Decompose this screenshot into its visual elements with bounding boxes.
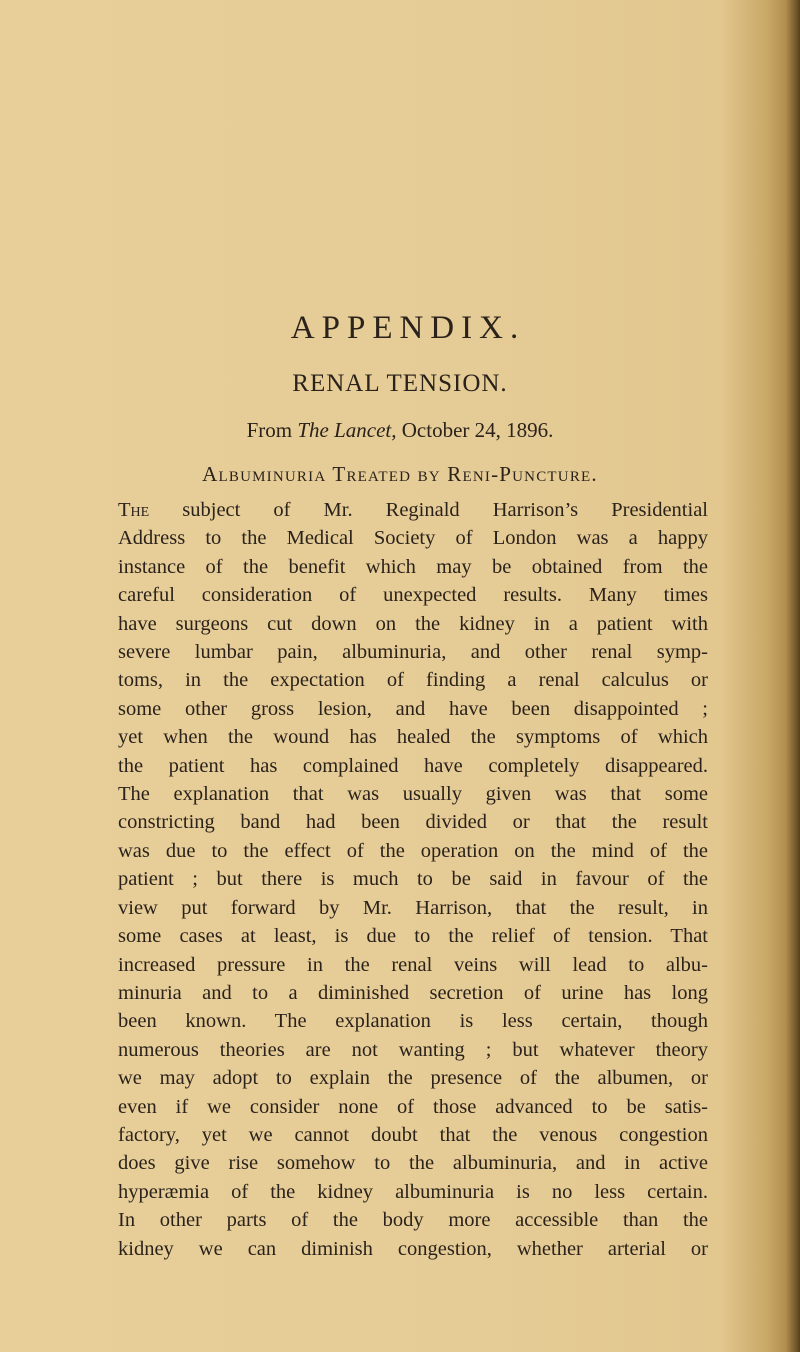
- paragraph-line: have surgeons cut down on the kidney in a patient with: [118, 612, 708, 635]
- paragraph-line: yet when the wound has healed the symptoms of which: [118, 726, 708, 749]
- paragraph-line: some cases at least, is due to the relief of tension. That: [118, 925, 708, 948]
- page-edge-shadow: [786, 0, 800, 1352]
- paragraph-line: minuria and to a diminished secretion of urine has long: [118, 981, 708, 1004]
- article-paragraph: [118, 496, 708, 1263]
- paragraph-line: In other parts of the body more accessible than the: [118, 1209, 708, 1232]
- paragraph-line: even if we consider none of those advanced to be satis-: [118, 1095, 708, 1118]
- source-date: October 24, 1896.: [401, 418, 554, 442]
- paragraph-line: kidney we can diminish congestion, whether arterial or: [118, 1237, 708, 1260]
- paragraph-line: we may adopt to explain the presence of the albumen, or: [118, 1067, 708, 1090]
- paragraph-line: view put forward by Mr. Harrison, that the result, in: [118, 896, 708, 919]
- section-title: RENAL TENSION.: [292, 370, 508, 397]
- paragraph-line: constricting band had been divided or that the result: [118, 811, 708, 834]
- paragraph-line: increased pressure in the renal veins will lead to albu-: [118, 953, 708, 976]
- paragraph-line: Address to the Medical Society of London was a happy: [118, 527, 708, 550]
- paragraph-line: instance of the benefit which may be obtained from the: [118, 555, 708, 578]
- paragraph-line: patient ; but there is much to be said in favour of the: [118, 868, 708, 891]
- paragraph-line: been known. The explanation is less certain, though: [118, 1010, 708, 1033]
- paragraph-line: was due to the effect of the operation on the mind of the: [118, 839, 708, 862]
- paragraph-line: hyperæmia of the kidney albuminuria is no less certain.: [118, 1180, 708, 1203]
- source-journal: The Lancet,: [297, 418, 397, 442]
- paragraph-first-word: The: [118, 499, 150, 521]
- paragraph-line: severe lumbar pain, albuminuria, and other renal symp-: [118, 641, 708, 664]
- paragraph-line: numerous theories are not wanting ; but whatever theory: [118, 1038, 708, 1061]
- paragraph-line: factory, yet we cannot doubt that the venous congestion: [118, 1123, 708, 1146]
- paragraph-line: the patient has complained have completely disappeared.: [118, 754, 708, 777]
- appendix-heading: APPENDIX.: [290, 310, 526, 346]
- paragraph-line: some other gross lesion, and have been disappointed ;: [118, 697, 708, 720]
- paragraph-line: The explanation that was usually given was that some: [118, 783, 708, 806]
- paragraph-line: The subject of Mr. Reginald Harrison’s Presidential: [118, 499, 708, 521]
- paragraph-line: toms, in the expectation of finding a renal calculus or: [118, 669, 708, 692]
- article-title: Albuminuria Treated by Reni-Puncture.: [202, 462, 598, 486]
- paragraph-line: does give rise somehow to the albuminuria, and in active: [118, 1152, 708, 1175]
- paragraph-line: careful consideration of unexpected results. Many times: [118, 584, 708, 607]
- source-citation: [0, 418, 800, 443]
- source-prefix: From: [246, 418, 293, 442]
